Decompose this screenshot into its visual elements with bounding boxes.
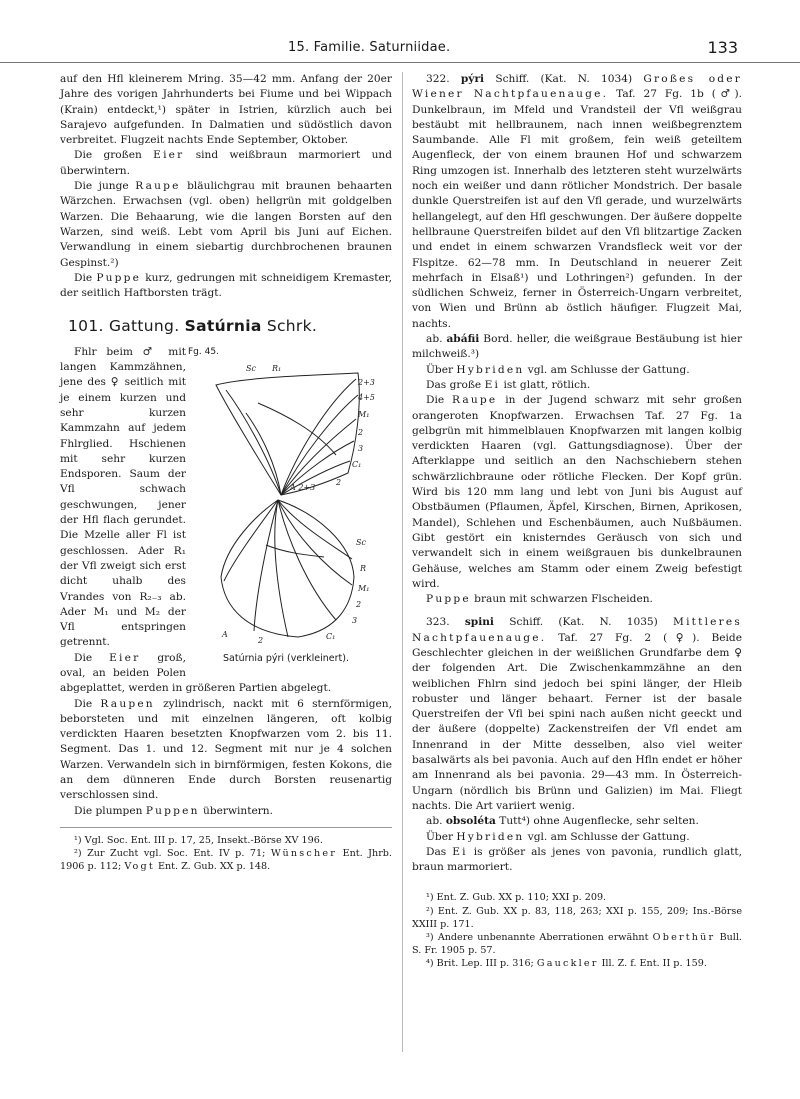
footnote: ¹) Ent. Z. Gub. XX p. 110; XXI p. 209. [426, 892, 607, 904]
larva-note: Die Raupe in der Jugend schwarz mit sehr großen orangeroten Knopfwarzen. Erwachsen Taf. 27 Fg. 1a gelbgrün mit himmelblauen Knopfwarzen mit langen kolbig verdickten Haaren (vgl. Gattungsdiagnose). Über der Afterklappe und seitlich an den Nachschiebern stehen schwärzlichbraune oder rötliche Flecken. Der Kopf grün. Wird bis 120 mm lang und lebt von Juni bis August auf Obstbäumen (Pflaumen, Äpfel, Kirschen, Birnen, Aprikosen, Mandel), Schlehen und Eschenbäumen, auch Nußbäumen. Gibt gestört ein knisterndes Geräusch von sich und verwandelt sich in einem weißgrauen bis dunkelbraunen Gehäuse, welches am Stamm oder einem Zweig befestigt wird. [412, 394, 742, 590]
paragraph-genus-eggs: Die Eier groß, oval, an beiden Polen abgeplattet, werden in größeren Partien abgelegt. [60, 651, 332, 695]
svg-text:A 2+3: A 2+3 [290, 482, 316, 492]
running-title: 15. Familie. Saturniidae. [288, 40, 451, 55]
paragraph: auf den Hfl kleinerem Mring. 35—42 mm. Anfang der 20er Jahre des vorigen Jahrhunderts bei Fiume und bei Wippach (Krain) entdeckt,¹) später in Istrien, kürzlich auch bei Sarajevo aufgefunden. In Dalmatien und südöstlich davon verbreitet. Flugzeit nachts Ende September, Oktober. [60, 73, 392, 147]
column-divider [402, 72, 403, 1052]
species-entry-323: 323. spini Schiff. (Kat. N. 1035) Mittleres Nachtpfauenauge. Taf. 27 Fg. 2 (♀). Beide Geschlechter gleichen in der weißlichen Grundfarbe dem ♀ der folgenden Art. Die Zwischenkammzähne an den weiblichen Fhlrn sind jedoch bei spini länger, der Hleib robuster und länger behaart. Ferner ist der basale Querstreifen der Vfl bei spini nach außen nicht geeckt und der äußere (doppelte) Zackenstreifen der Vfl endet am Innenrand in der Mitte desselben, also viel weiter basalwärts als bei pavonia. Auch auf den Hfln endet er höher am Innenrand als bei pavonia. 29—43 mm. In Österreich-Ungarn (nördlich bis Brünn und Galizien) im Mai. Fliegt nachts. Die Art variiert wenig. [412, 616, 743, 812]
paragraph-eggs: Die großen Eier sind weißbraun marmoriert und überwintern. [60, 149, 392, 177]
svg-text:M₁: M₁ [358, 583, 370, 593]
figure-wing-venation [186, 345, 386, 667]
aberration-obsoleta: ab. obsoléta Tutt⁴) ohne Augenflecke, sehr selten. [426, 815, 699, 828]
footnotes-left [60, 827, 392, 874]
svg-text:R: R [360, 563, 367, 573]
running-header [0, 40, 800, 63]
hybrids-note: Über Hybriden vgl. am Schlusse der Gattung. [426, 363, 690, 376]
footnote: ⁴) Brit. Lep. III p. 316; Gauckler Ill. Z. f. Ent. II p. 159. [426, 958, 707, 970]
paragraph-genus-pupae: Die plumpen Puppen überwintern. [74, 804, 273, 817]
svg-text:A: A [222, 629, 228, 639]
footnote: ²) Ent. Z. Gub. XX p. 83, 118, 263; XXI p. 155, 209; Ins.-Börse XXIII p. 171. [412, 905, 742, 930]
pupa-note: Puppe braun mit schwarzen Flscheiden. [426, 593, 653, 606]
paragraph-larva: Die junge Raupe bläulichgrau mit braunen behaarten Wärzchen. Erwachsen (vgl. oben) hellgrün mit goldgelben Warzen. Die Behaarung, wie die langen Borsten auf den Warzen, sind weiß. Lebt vom April bis Juni auf Eichen. Verwandlung in einem siebartig durchbrochenen braunen Gespinst.²) [60, 180, 393, 269]
svg-text:2+3: 2+3 [358, 377, 375, 387]
svg-text:2: 2 [356, 599, 362, 609]
genus-heading: 101. Gattung. Satúrnia Schrk. [68, 317, 318, 336]
footnote: ¹) Vgl. Soc. Ent. III p. 17, 25, Insekt.-Börse XV 196. [74, 834, 323, 846]
svg-text:M₁: M₁ [358, 409, 370, 419]
svg-text:C₁: C₁ [352, 459, 362, 469]
paragraph-pupa: Die Puppe kurz, gedrungen mit schneidigem Kremaster, der seitlich Haftborsten trägt. [60, 271, 392, 300]
svg-text:R₁: R₁ [272, 363, 282, 373]
paragraph-genus-description: Fhlr beim ♂ mit langen Kammzähnen, jene des ♀ seitlich mit je einem kurzen und sehr kurzen Kammzahn auf jedem Fhlrglied. Hschienen mit sehr kurzen Endsporen. Saum der Vfl schwach geschwungen, jener der Hfl flach gerundet. Die Mzelle aller Fl ist geschlossen. Ader R₁ der Vfl zweigt sich erst dicht uhalb des Vrandes von R₂₋₃ ab. Ader M₁ und M₂ der Vfl entspringen getrennt. [60, 345, 186, 649]
hybrids-note-2: Über Hybriden vgl. am Schlusse der Gattung. [426, 830, 690, 843]
wing-venation-drawing [186, 345, 386, 645]
egg-note: Das große Ei ist glatt, rötlich. [426, 378, 591, 391]
egg-note-2: Das Ei is größer als jenes von pavonia, rundlich glatt, braun marmoriert. [412, 845, 743, 874]
hindwing-outline [221, 500, 354, 637]
page-number: 133 [707, 38, 738, 57]
svg-text:2: 2 [336, 477, 342, 487]
right-column [412, 72, 742, 971]
svg-text:2: 2 [358, 427, 364, 437]
svg-text:Sc: Sc [356, 537, 366, 547]
species-entry-322: 322. pýri Schiff. (Kat. N. 1034) Großes oder Wiener Nachtpfauenauge. Taf. 27 Fg. 1b (♂). Dunkelbraun, im Mfeld und Vrandsteil der Vfl weißgrau bestäubt mit hellbraunem, nach innen weißbegrenztem Saumbande. Alle Fl mit großem, fein weiß geteiltem Augenfleck, der von einem braunen Hof und schwarzem Ring umzogen ist. Innerhalb des letzteren steht wurzelwärts noch ein weißer und dann rötlicher Mondstrich. Der basale dunkle Querstreifen ist auf den Vfl gerade, und wurzelwärts hellangelegt, auf den Hfl geschwungen. Der äußere doppelte hellbraune Querstreifen bildet auf den Vfl blitzartige Zacken und endet in einem schwarzen Vrandsfleck weit vor der Flspitze. 62—78 mm. In Deutschland in neuerer Zeit mehrfach in Elsaß¹) und Lothringen²) gefunden. In der südlichen Schweiz, ferner in Österreich-Ungarn verbreitet, von Wien und Brünn ab östlich häufiger. Flugzeit Mai, nachts. [412, 73, 743, 330]
figure-label: Fg. 45. [188, 346, 219, 357]
footnote: ³) Andere unbenannte Aberrationen erwähnt Oberthür Bull. S. Fr. 1905 p. 57. [412, 932, 742, 957]
footnotes-right [412, 885, 742, 970]
paragraph-genus-larvae: Die Raupen zylindrisch, nackt mit 6 sternförmigen, beborsteten und mit einzelnen längeren, oft kolbig verdickten Haaren besetzten Knopfwarzen vom 2. bis 11. Segment. Das 1. und 12. Segment mit nur je 4 solchen Warzen. Verwandeln sich in birnförmigen, festen Kokons, die an dem dünneren Ende durch Borsten reusenartig verschlossen sind. [60, 697, 392, 802]
svg-text:3: 3 [352, 615, 358, 625]
aberration-abafii: ab. abáfii Bord. heller, die weißgraue Bestäubung ist hier milchweiß.³) [412, 333, 743, 361]
svg-text:C₁: C₁ [326, 631, 336, 641]
figure-caption: Satúrnia pýri (verkleinert). [223, 653, 349, 665]
svg-text:Sc: Sc [246, 363, 256, 373]
svg-text:2: 2 [258, 635, 264, 645]
svg-text:3: 3 [358, 443, 364, 453]
left-column [60, 72, 392, 874]
svg-text:4+5: 4+5 [358, 392, 375, 402]
footnote: ²) Zur Zucht vgl. Soc. Ent. IV p. 71; Wünscher Ent. Jhrb. 1906 p. 112; Vogt Ent. Z. Gub. XX p. 148. [60, 848, 392, 873]
